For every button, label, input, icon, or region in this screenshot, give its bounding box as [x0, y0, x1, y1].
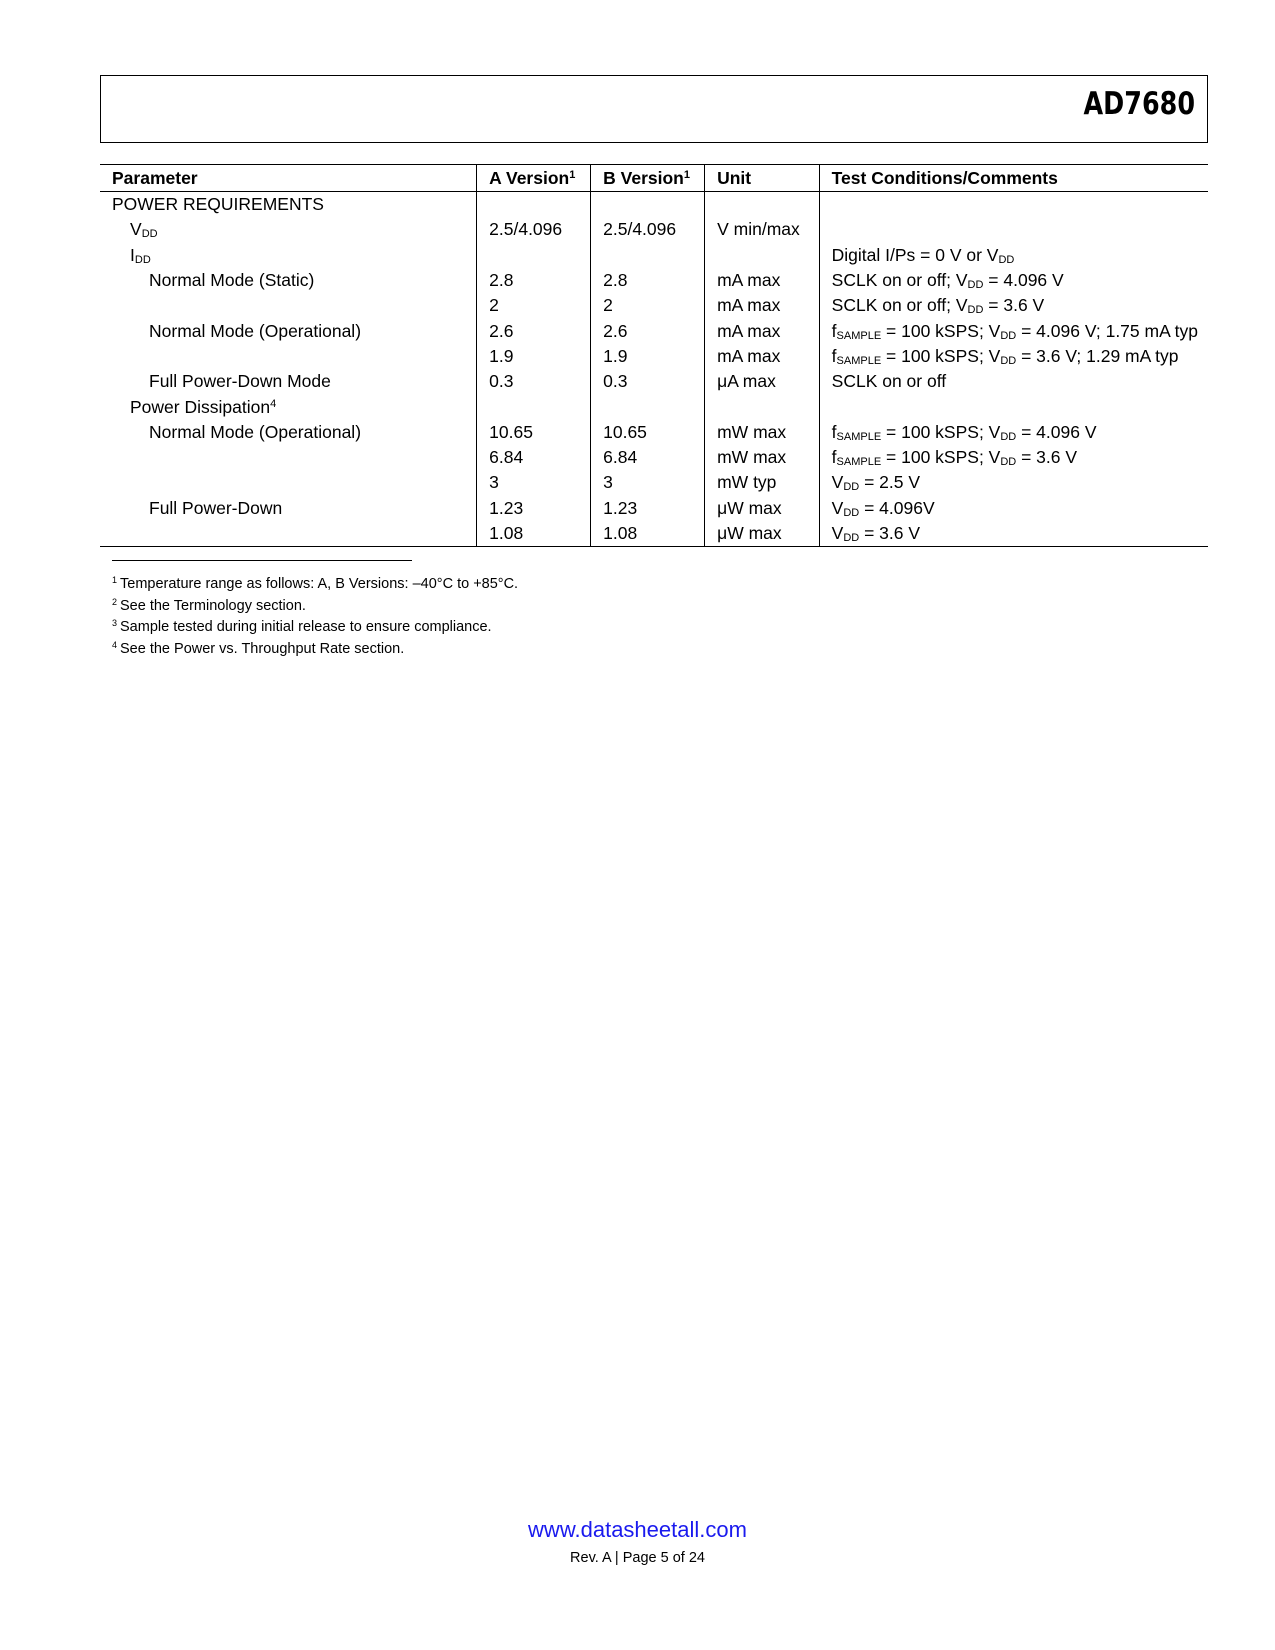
b-version-cell: 0.3 — [591, 369, 705, 394]
unit-cell: mA max — [705, 268, 820, 293]
footnote-item: $^3$ Sample tested during initial release to ensure compliance. — [112, 618, 492, 635]
a-version-cell: 2 — [477, 293, 591, 318]
header-parameter: Parameter — [100, 165, 477, 192]
unit-cell: μW max — [705, 496, 820, 521]
table-row — [100, 344, 1208, 369]
a-version-cell: 0.3 — [477, 369, 591, 394]
b-version-cell: 10.65 — [591, 420, 705, 445]
a-version-cell: 2.6 — [477, 318, 591, 343]
unit-cell — [705, 243, 820, 268]
table-row — [100, 293, 1208, 318]
unit-cell: mW max — [705, 445, 820, 470]
a-version-cell: 1.23 — [477, 496, 591, 521]
table-row — [100, 268, 1208, 293]
b-version-cell: 2 — [591, 293, 705, 318]
unit-cell: mA max — [705, 318, 820, 343]
a-version-cell — [477, 243, 591, 268]
header-box — [100, 75, 1208, 143]
unit-cell: mA max — [705, 344, 820, 369]
a-version-cell: 10.65 — [477, 420, 591, 445]
header-b-version: B Version$^1$ — [591, 165, 705, 192]
specifications-table — [100, 164, 1208, 547]
conditions-cell: SCLK on or off — [819, 369, 1208, 394]
param-cell — [100, 445, 477, 470]
a-version-cell: 3 — [477, 470, 591, 495]
b-version-cell: 2.6 — [591, 318, 705, 343]
table-row — [100, 445, 1208, 470]
b-version-cell — [591, 192, 705, 218]
unit-cell — [705, 192, 820, 218]
param-cell: Full Power-Down — [149, 497, 283, 518]
unit-cell: mA max — [705, 293, 820, 318]
conditions-cell: $f_{SAMPLE} = 100$ kSPS; $V_{DD} = 3.6$ V — [819, 445, 1208, 470]
table-row — [100, 394, 1208, 419]
unit-cell: mW typ — [705, 470, 820, 495]
unit-cell: μA max — [705, 369, 820, 394]
param-cell — [100, 470, 477, 495]
conditions-cell: SCLK on or off; $V_{DD} = 3.6$ V — [819, 293, 1208, 318]
param-cell: Normal Mode (Static) — [149, 270, 315, 291]
table-row — [100, 496, 1208, 521]
param-cell: Full Power-Down Mode — [149, 371, 331, 392]
table-header-row — [100, 165, 1208, 192]
a-version-cell: 2.8 — [477, 268, 591, 293]
conditions-cell: $f_{SAMPLE} = 100$ kSPS; $V_{DD} = 3.6$ V; 1.29 mA typ — [819, 344, 1208, 369]
a-version-cell — [477, 192, 591, 218]
param-cell — [100, 344, 477, 369]
a-version-cell: 6.84 — [477, 445, 591, 470]
conditions-cell — [819, 192, 1208, 218]
a-version-cell — [477, 394, 591, 419]
conditions-cell: Digital I/Ps = 0 V or $V_{DD}$ — [819, 243, 1208, 268]
param-cell — [100, 521, 477, 547]
table-row — [100, 243, 1208, 268]
param-cell — [100, 293, 477, 318]
table-row — [100, 521, 1208, 547]
footnote-item: $^2$ See the Terminology section. — [112, 596, 306, 614]
b-version-cell — [591, 243, 705, 268]
part-number: AD7680 — [1083, 86, 1195, 122]
param-cell: Power Dissipation$^4$ — [130, 396, 277, 417]
footnote-divider — [112, 560, 412, 561]
b-version-cell — [591, 394, 705, 419]
param-cell: $V_{DD}$ — [130, 219, 158, 241]
header-conditions: Test Conditions/Comments — [819, 165, 1208, 192]
website-link[interactable]: www.datasheetall.com — [528, 1517, 747, 1542]
b-version-cell: 2.8 — [591, 268, 705, 293]
param-cell: Normal Mode (Operational) — [149, 320, 362, 341]
b-version-cell: 6.84 — [591, 445, 705, 470]
header-unit: Unit — [705, 165, 820, 192]
footnotes — [112, 572, 518, 658]
b-version-cell: 1.08 — [591, 521, 705, 547]
table-row — [100, 369, 1208, 394]
param-cell: Normal Mode (Operational) — [149, 421, 362, 442]
footnote-item: $^4$ See the Power vs. Throughput Rate section. — [112, 639, 405, 657]
unit-cell: V min/max — [705, 217, 820, 242]
table-row — [100, 192, 1208, 218]
a-version-cell: 2.5/4.096 — [477, 217, 591, 242]
conditions-cell — [819, 394, 1208, 419]
unit-cell: mW max — [705, 420, 820, 445]
unit-cell: μW max — [705, 521, 820, 547]
conditions-cell: $f_{SAMPLE} = 100$ kSPS; $V_{DD} = 4.096$ V — [819, 420, 1208, 445]
footnote-item: $^1$ Temperature range as follows: A, B Versions: –40°C to +85°C. — [112, 575, 519, 592]
conditions-cell: SCLK on or off; $V_{DD} = 4.096$ V — [819, 268, 1208, 293]
param-cell: $I_{DD}$ — [130, 244, 151, 266]
param-cell: POWER REQUIREMENTS — [112, 194, 324, 215]
a-version-cell: 1.9 — [477, 344, 591, 369]
conditions-cell: $V_{DD} = 2.5$ V — [819, 470, 1208, 495]
conditions-cell: $V_{DD} = 4.096V$ — [819, 496, 1208, 521]
table-row — [100, 420, 1208, 445]
header-a-version: A Version$^1$ — [477, 165, 591, 192]
table-row — [100, 318, 1208, 343]
conditions-cell: $V_{DD} = 3.6$ V — [819, 521, 1208, 547]
table-row — [100, 217, 1208, 242]
a-version-cell: 1.08 — [477, 521, 591, 547]
b-version-cell: 2.5/4.096 — [591, 217, 705, 242]
b-version-cell: 1.23 — [591, 496, 705, 521]
b-version-cell: 1.9 — [591, 344, 705, 369]
b-version-cell: 3 — [591, 470, 705, 495]
page-info: Rev. A | Page 5 of 24 — [570, 1550, 705, 1566]
conditions-cell — [819, 217, 1208, 242]
unit-cell — [705, 394, 820, 419]
table-row — [100, 470, 1208, 495]
conditions-cell: $f_{SAMPLE} = 100$ kSPS; $V_{DD} = 4.096$ V; 1.75 mA typ — [819, 318, 1208, 343]
